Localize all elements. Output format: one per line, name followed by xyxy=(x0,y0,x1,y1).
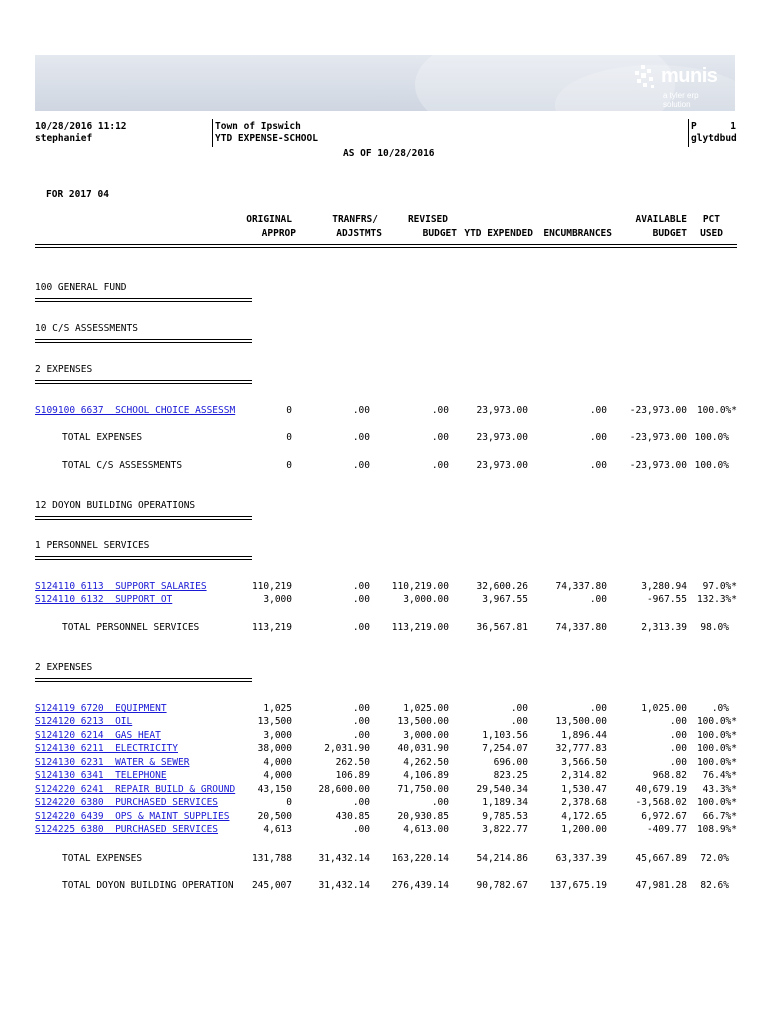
cell-avail: -23,973.00 xyxy=(629,405,687,416)
town-name: Town of Ipswich xyxy=(215,121,301,132)
cell-orig: 0 xyxy=(286,797,292,808)
cell-enc: .00 xyxy=(589,460,607,471)
cell-avail: 968.82 xyxy=(652,770,687,781)
cell-tran: 31,432.14 xyxy=(318,880,370,891)
cell-ytd: .00 xyxy=(510,716,528,727)
report-banner xyxy=(35,55,735,111)
header-rule xyxy=(35,247,737,248)
cell-avail: 45,667.89 xyxy=(635,853,687,864)
total-label: TOTAL DOYON BUILDING OPERATION xyxy=(62,880,234,891)
cell-tran: 2,031.90 xyxy=(324,743,370,754)
cell-avail: .00 xyxy=(669,730,687,741)
cell-avail: 40,679.19 xyxy=(635,784,687,795)
report-user: stephanief xyxy=(35,133,93,144)
section-underline xyxy=(35,556,252,557)
section-heading: 1 PERSONNEL SERVICES xyxy=(35,540,150,551)
col-tranfrs: TRANFRS/ xyxy=(332,214,378,225)
cell-rev: 13,500.00 xyxy=(397,716,449,727)
cell-ytd: 23,973.00 xyxy=(476,432,528,443)
cell-avail: 47,981.28 xyxy=(635,880,687,891)
cell-enc: 4,172.65 xyxy=(561,811,607,822)
cell-orig: 3,000 xyxy=(263,730,292,741)
cell-avail: .00 xyxy=(669,757,687,768)
cell-rev: 4,613.00 xyxy=(403,824,449,835)
cell-avail: 2,313.39 xyxy=(641,622,687,633)
cell-avail: 1,025.00 xyxy=(641,703,687,714)
cell-avail: -23,973.00 xyxy=(629,432,687,443)
cell-rev: 1,025.00 xyxy=(403,703,449,714)
cell-enc: 32,777.83 xyxy=(555,743,607,754)
cell-avail: -967.55 xyxy=(646,594,687,605)
cell-tran: .00 xyxy=(352,797,370,808)
cell-rev: .00 xyxy=(431,432,449,443)
cell-enc: 63,337.39 xyxy=(555,853,607,864)
section-underline xyxy=(35,380,252,381)
cell-enc: .00 xyxy=(589,594,607,605)
header-divider xyxy=(212,119,213,147)
cell-pct-used: 98.0% xyxy=(700,622,729,633)
cell-orig: 113,219 xyxy=(251,622,292,633)
cell-ytd: 23,973.00 xyxy=(476,460,528,471)
cell-tran: .00 xyxy=(352,622,370,633)
account-link[interactable]: S109100 6637 SCHOOL CHOICE ASSESSM xyxy=(35,405,236,416)
col-available: AVAILABLE xyxy=(635,214,687,225)
total-label: TOTAL EXPENSES xyxy=(62,432,143,443)
section-underline xyxy=(35,516,252,517)
cell-enc: 1,200.00 xyxy=(561,824,607,835)
account-link[interactable]: S124120 6213 OIL xyxy=(35,716,133,727)
cell-tran: .00 xyxy=(352,824,370,835)
cell-pct-used: 97.0%* xyxy=(702,581,737,592)
cell-enc: .00 xyxy=(589,703,607,714)
cell-pct-used: 100.0%* xyxy=(696,405,737,416)
cell-orig: 4,000 xyxy=(263,770,292,781)
cell-tran: 28,600.00 xyxy=(318,784,370,795)
cell-pct-used: 43.3%* xyxy=(702,784,737,795)
cell-pct-used: 100.0%* xyxy=(696,716,737,727)
cell-orig: 4,613 xyxy=(263,824,292,835)
cell-pct-used: 100.0%* xyxy=(696,797,737,808)
col-budget: BUDGET xyxy=(422,228,457,239)
cell-rev: 3,000.00 xyxy=(403,594,449,605)
cell-pct-used: 100.0%* xyxy=(696,743,737,754)
cell-orig: 38,000 xyxy=(257,743,292,754)
cell-enc: 74,337.80 xyxy=(555,622,607,633)
cell-avail: 6,972.67 xyxy=(641,811,687,822)
cell-orig: 3,000 xyxy=(263,594,292,605)
cell-tran: .00 xyxy=(352,460,370,471)
col-pct: PCT xyxy=(702,214,720,225)
cell-tran: .00 xyxy=(352,730,370,741)
cell-ytd: 54,214.86 xyxy=(476,853,528,864)
account-link[interactable]: S124110 6113 SUPPORT SALARIES xyxy=(35,581,207,592)
cell-ytd: .00 xyxy=(510,703,528,714)
cell-rev: 3,000.00 xyxy=(403,730,449,741)
cell-ytd: 29,540.34 xyxy=(476,784,528,795)
cell-orig: 0 xyxy=(286,405,292,416)
total-label: TOTAL EXPENSES xyxy=(62,853,143,864)
cell-pct-used: 108.9%* xyxy=(696,824,737,835)
cell-rev: 4,106.89 xyxy=(403,770,449,781)
cell-tran: .00 xyxy=(352,716,370,727)
cell-ytd: 32,600.26 xyxy=(476,581,528,592)
cell-rev: 276,439.14 xyxy=(391,880,449,891)
cell-rev: 4,262.50 xyxy=(403,757,449,768)
col-ytd-expended: YTD EXPENDED xyxy=(464,228,533,239)
cell-tran: .00 xyxy=(352,432,370,443)
col-original: ORIGINAL xyxy=(246,214,292,225)
cell-avail: -409.77 xyxy=(646,824,687,835)
logo-tagline: a tyler erp solution xyxy=(663,91,699,109)
cell-pct-used: 132.3%* xyxy=(696,594,737,605)
cell-avail: .00 xyxy=(669,743,687,754)
col-approp: APPROP xyxy=(261,228,296,239)
cell-enc: 1,530.47 xyxy=(561,784,607,795)
cell-orig: 245,007 xyxy=(251,880,292,891)
account-link[interactable]: S124220 6380 PURCHASED SERVICES xyxy=(35,797,219,808)
section-underline xyxy=(35,342,252,343)
cell-avail: -23,973.00 xyxy=(629,460,687,471)
cell-tran: 430.85 xyxy=(335,811,370,822)
section-underline xyxy=(35,681,252,682)
cell-ytd: 36,567.81 xyxy=(476,622,528,633)
cell-rev: 20,930.85 xyxy=(397,811,449,822)
cell-orig: 0 xyxy=(286,432,292,443)
cell-rev: .00 xyxy=(431,405,449,416)
cell-rev: 40,031.90 xyxy=(397,743,449,754)
cell-pct-used: 100.0% xyxy=(694,460,729,471)
cell-avail: -3,568.02 xyxy=(635,797,687,808)
section-heading: 2 EXPENSES xyxy=(35,364,93,375)
cell-avail: 3,280.94 xyxy=(641,581,687,592)
section-heading: 100 GENERAL FUND xyxy=(35,282,127,293)
col-avail-budget: BUDGET xyxy=(652,228,687,239)
cell-ytd: 9,785.53 xyxy=(482,811,528,822)
cell-enc: 3,566.50 xyxy=(561,757,607,768)
account-link[interactable]: S124120 6214 GAS HEAT xyxy=(35,730,161,741)
cell-pct-used: 76.4%* xyxy=(702,770,737,781)
cell-tran: .00 xyxy=(352,703,370,714)
section-underline xyxy=(35,559,252,560)
cell-rev: 163,220.14 xyxy=(391,853,449,864)
cell-tran: .00 xyxy=(352,594,370,605)
report-datetime: 10/28/2016 11:12 xyxy=(35,121,127,132)
cell-rev: 110,219.00 xyxy=(391,581,449,592)
cell-rev: 113,219.00 xyxy=(391,622,449,633)
cell-pct-used: 82.6% xyxy=(700,880,729,891)
cell-ytd: 1,103.56 xyxy=(482,730,528,741)
cell-orig: 13,500 xyxy=(257,716,292,727)
cell-orig: 43,150 xyxy=(257,784,292,795)
cell-ytd: 7,254.07 xyxy=(482,743,528,754)
cell-pct-used: 100.0% xyxy=(694,432,729,443)
cell-tran: 31,432.14 xyxy=(318,853,370,864)
cell-ytd: 696.00 xyxy=(493,757,528,768)
cell-enc: .00 xyxy=(589,432,607,443)
cell-pct-used: 66.7%* xyxy=(702,811,737,822)
col-encumbrances: ENCUMBRANCES xyxy=(543,228,612,239)
section-heading: 10 C/S ASSESSMENTS xyxy=(35,323,138,334)
account-link[interactable]: S124119 6720 EQUIPMENT xyxy=(35,703,167,714)
section-underline xyxy=(35,678,252,679)
total-label: TOTAL C/S ASSESSMENTS xyxy=(62,460,183,471)
munis-logo-icon xyxy=(631,63,659,91)
cell-enc: 74,337.80 xyxy=(555,581,607,592)
cell-ytd: 90,782.67 xyxy=(476,880,528,891)
cell-enc: 2,314.82 xyxy=(561,770,607,781)
cell-ytd: 823.25 xyxy=(493,770,528,781)
account-link[interactable]: S124220 6241 REPAIR BUILD & GROUND xyxy=(35,784,236,795)
account-link[interactable]: S124220 6439 OPS & MAINT SUPPLIES xyxy=(35,811,230,822)
munis-logo xyxy=(631,63,721,109)
cell-pct-used: 100.0%* xyxy=(696,730,737,741)
cell-tran: 262.50 xyxy=(335,757,370,768)
cell-tran: .00 xyxy=(352,405,370,416)
logo-wordmark: munis xyxy=(661,65,718,87)
account-link[interactable]: S124130 6211 ELECTRICITY xyxy=(35,743,178,754)
cell-ytd: 23,973.00 xyxy=(476,405,528,416)
cell-enc: 13,500.00 xyxy=(555,716,607,727)
section-underline xyxy=(35,383,252,384)
cell-pct-used: .0% xyxy=(711,703,729,714)
cell-orig: 0 xyxy=(286,460,292,471)
period-label: FOR 2017 04 xyxy=(46,189,109,200)
cell-pct-used: 100.0%* xyxy=(696,757,737,768)
header-divider xyxy=(688,119,689,147)
account-link[interactable]: S124225 6380 PURCHASED SERVICES xyxy=(35,824,219,835)
section-underline xyxy=(35,298,252,299)
section-heading: 12 DOYON BUILDING OPERATIONS xyxy=(35,500,196,511)
cell-enc: 1,896.44 xyxy=(561,730,607,741)
cell-enc: 2,378.68 xyxy=(561,797,607,808)
cell-orig: 110,219 xyxy=(251,581,292,592)
account-link[interactable]: S124130 6231 WATER & SEWER xyxy=(35,757,190,768)
cell-enc: 137,675.19 xyxy=(549,880,607,891)
account-link[interactable]: S124110 6132 SUPPORT OT xyxy=(35,594,173,605)
cell-orig: 1,025 xyxy=(263,703,292,714)
col-adjstmts: ADJSTMTS xyxy=(336,228,382,239)
col-revised: REVISED xyxy=(407,214,448,225)
as-of-date: AS OF 10/28/2016 xyxy=(343,148,435,159)
cell-orig: 20,500 xyxy=(257,811,292,822)
cell-ytd: 3,822.77 xyxy=(482,824,528,835)
cell-tran: .00 xyxy=(352,581,370,592)
cell-rev: .00 xyxy=(431,797,449,808)
total-label: TOTAL PERSONNEL SERVICES xyxy=(62,622,200,633)
cell-orig: 131,788 xyxy=(251,853,292,864)
header-rule xyxy=(35,244,737,245)
cell-avail: .00 xyxy=(669,716,687,727)
cell-ytd: 1,189.34 xyxy=(482,797,528,808)
cell-ytd: 3,967.55 xyxy=(482,594,528,605)
report-code: glytdbud xyxy=(691,133,737,144)
cell-tran: 106.89 xyxy=(335,770,370,781)
cell-rev: .00 xyxy=(431,460,449,471)
account-link[interactable]: S124130 6341 TELEPHONE xyxy=(35,770,167,781)
cell-enc: .00 xyxy=(589,405,607,416)
page-number: 1 xyxy=(730,121,736,132)
section-underline xyxy=(35,519,252,520)
page-label: P xyxy=(691,121,697,132)
section-heading: 2 EXPENSES xyxy=(35,662,93,673)
cell-pct-used: 72.0% xyxy=(700,853,729,864)
section-underline xyxy=(35,301,252,302)
report-title: YTD EXPENSE-SCHOOL xyxy=(215,133,318,144)
section-underline xyxy=(35,339,252,340)
cell-orig: 4,000 xyxy=(263,757,292,768)
col-used: USED xyxy=(700,228,723,239)
cell-rev: 71,750.00 xyxy=(397,784,449,795)
